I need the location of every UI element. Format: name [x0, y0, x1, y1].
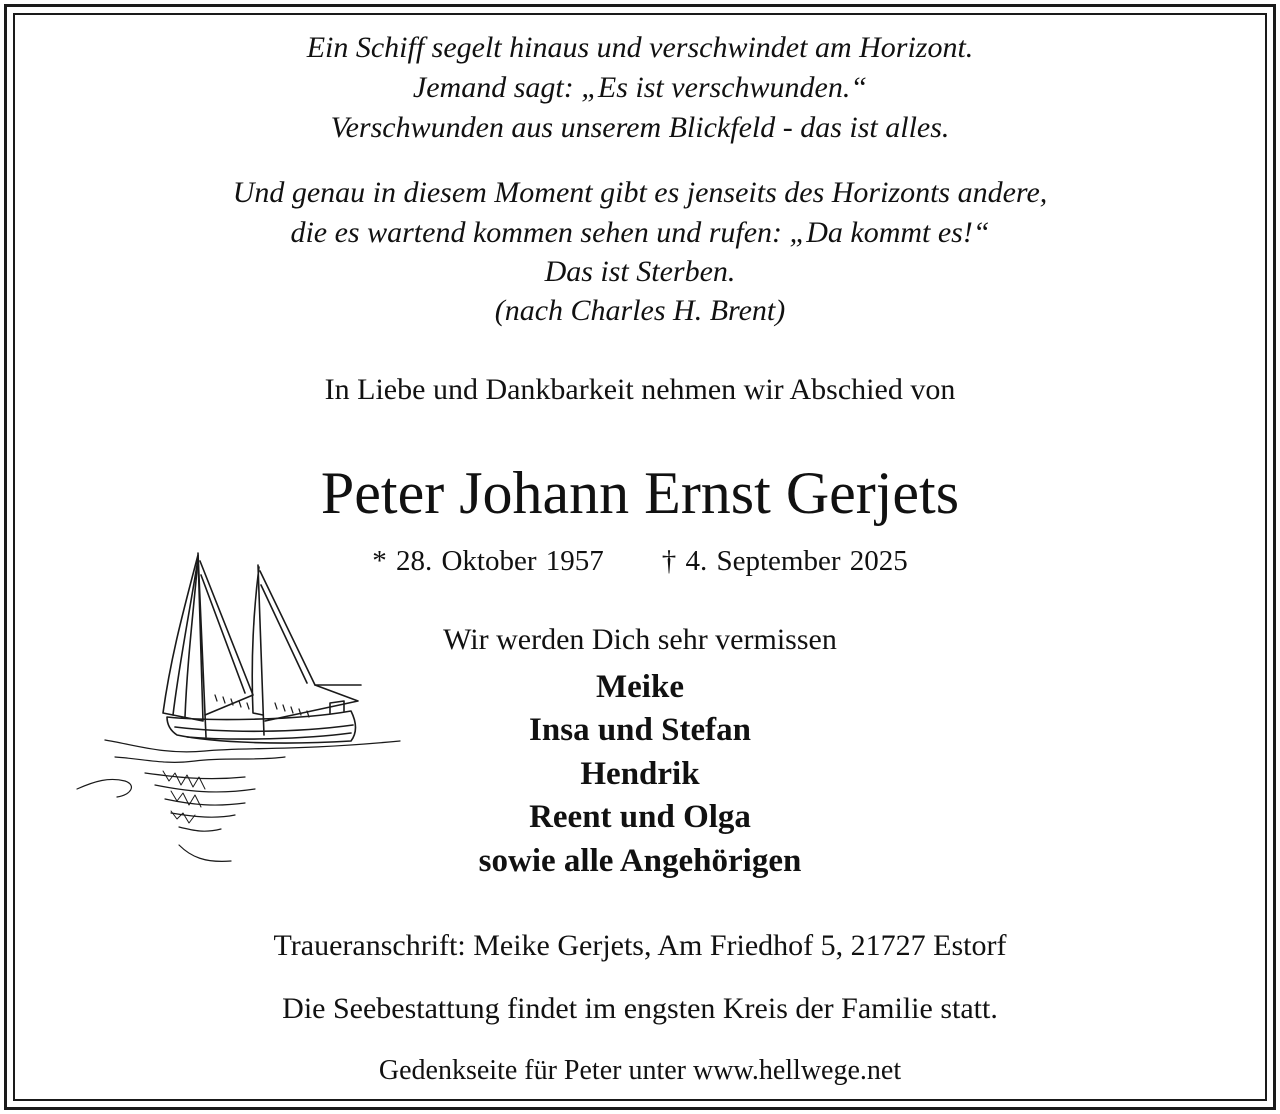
- farewell-intro: In Liebe und Dankbarkeit nehmen wir Abschied von: [324, 373, 956, 406]
- deceased-name: Peter Johann Ernst Gerjets: [320, 460, 960, 526]
- memorial-page-note: Gedenkseite für Peter unter www.hellwege.net: [378, 1055, 902, 1086]
- family-member: Reent und Olga: [529, 799, 751, 835]
- poem-line-3: Verschwunden aus unserem Blickfeld - das ist alles.: [330, 111, 950, 144]
- poem-line-1: Ein Schiff segelt hinaus und verschwindet am Horizont.: [306, 31, 974, 64]
- poem-line-5: die es wartend kommen sehen und rufen: „Da kommt es!“: [290, 216, 990, 249]
- family-member: Meike: [596, 669, 684, 705]
- burial-note: Die Seebestattung findet im engsten Kreis der Familie statt.: [282, 992, 998, 1025]
- death-date: † 4. September 2025: [661, 545, 908, 577]
- birth-date: * 28. Oktober 1957: [372, 545, 604, 577]
- family-member: Insa und Stefan: [529, 712, 751, 748]
- poem-line-6: Das ist Sterben.: [544, 255, 736, 288]
- poem-attribution: (nach Charles H. Brent): [494, 294, 786, 327]
- family-member: sowie alle Angehörigen: [478, 843, 802, 879]
- family-member: Hendrik: [580, 756, 700, 792]
- poem-line-4: Und genau in diesem Moment gibt es jenseits des Horizonts andere,: [232, 176, 1048, 209]
- mourning-address: Traueranschrift: Meike Gerjets, Am Friedhof 5, 21727 Estorf: [273, 929, 1007, 962]
- poem-line-2: Jemand sagt: „Es ist verschwunden.“: [412, 71, 868, 104]
- miss-text: Wir werden Dich sehr vermissen: [443, 623, 837, 656]
